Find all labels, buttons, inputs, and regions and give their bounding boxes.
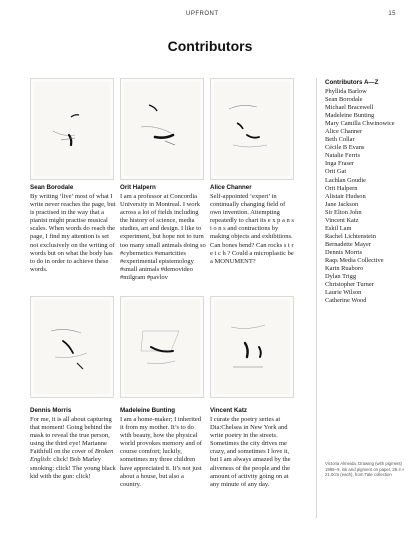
contributor-list-item: Dylan Trigg — [325, 273, 357, 281]
contributor-list-item: Sir Elton John — [325, 208, 362, 216]
contributor-name: Dennis Morris — [30, 407, 72, 414]
sidebar-divider — [316, 78, 317, 518]
contributor-list-item: Inga Fraser — [325, 160, 354, 168]
contributors-a-z-list — [325, 88, 395, 305]
contributor-name: Madeleine Bunting — [120, 407, 176, 414]
contributor-bio: I am a professor at Concordia University in Montreal. I work across a lot of fields including the history of science, media studies, art and design. I like to experiment, but hope not to turn too many small animals doing so #cybernetics #smartcities #experimental epistemology #small animals #demovideo #milgram #pavlov — [120, 193, 206, 281]
contributor-list-item: Natalie Ferris — [325, 152, 360, 160]
album-title: Broken English — [30, 448, 114, 464]
contributor-bio: I curate the poetry series at Dia:Chelsea in New York and write poetry in the streets. Sometimes the city drives me crazy, and sometimes I love it, but I am always amazed by the aliveness of the people and the amount of activity going on at any minute of any day. — [210, 416, 291, 488]
sidebar-title: Contributors A—Z — [325, 79, 379, 86]
contributor-list-item: Catherine Wood — [325, 297, 367, 305]
contributor-bio: I am a home-maker; I inherited it from my mother. It’s to do with beauty, how the physical world provokes memory and of course comfort; luckily, sometimes my three children have appreciated it. It’s not just about a house, but also a country. — [120, 416, 202, 488]
contributor-list-item: Orit Halpern — [325, 184, 358, 192]
contributor-list-item: Michael Bracewell — [325, 104, 374, 112]
drawing-sean-borodale — [30, 78, 114, 180]
drawing-alice-channer — [210, 78, 294, 180]
contributor-list-item: Jane Jackson — [325, 200, 359, 208]
contributor-list-item: Laurie Wilson — [325, 289, 362, 297]
contributor-list-item: Christopher Turner — [325, 281, 374, 289]
contributor-list-item: Vincent Katz — [325, 216, 359, 224]
contributor-list-item: Raqs Media Collective — [325, 256, 384, 264]
contributor-name: Sean Borodale — [30, 184, 74, 191]
contributor-list-item: Bernadette Mayer — [325, 240, 371, 248]
drawing-dennis-morris — [30, 296, 114, 398]
drawing-orit-halpern — [120, 78, 204, 180]
contributor-list-item: Rachel Lichtenstein — [325, 232, 376, 240]
contributor-list-item: Beth Collar — [325, 136, 355, 144]
contributor-name: Alice Channer — [210, 184, 252, 191]
drawing-madeleine-bunting — [120, 296, 204, 398]
contributor-name: Orit Halpern — [120, 184, 156, 191]
contributor-list-item: Mary Camilla Chwinowice — [325, 120, 395, 128]
contributor-list-item: Cécile B Evans — [325, 144, 365, 152]
contributor-bio: Self-appointed ‘expert’ in continually changing field of own invention. Attempting repeatedly to chart its e x p a n s i o n s and contractions by making objects and exhibitions. Can bones bend? Can rocks s t r e t c h ? Could a microplastic be a MONUMENT? — [210, 193, 294, 265]
contributor-list-item: Lachlan Goudie — [325, 176, 366, 184]
section-label: UPFRONT — [186, 11, 219, 17]
contributor-list-item: Madeleine Bunting — [325, 112, 375, 120]
contributor-list-item: Alistair Hudson — [325, 192, 366, 200]
contributor-list-item: Alice Channer — [325, 128, 363, 136]
contributor-list-item: Phyllida Barlow — [325, 88, 367, 95]
contributor-bio: For me, it is all about capturing that moment! Going behind the mask to reveal the true person, using the third eye! Marianne Faithfull on the cover of Broken English: click! Bob Marley smoking: click! The young black kid with the gun: click! — [30, 416, 116, 480]
drawing-vincent-katz — [210, 296, 294, 398]
contributor-list-item: Sean Borodale — [325, 96, 363, 104]
contributor-list-item: Eskil Lam — [325, 224, 352, 232]
contributor-list-item: Orit Gat — [325, 168, 347, 176]
contributor-list-item: Dennis Morris — [325, 248, 363, 256]
contributor-list-item: Karin Ruaboro — [325, 265, 364, 273]
page-number: 15 — [388, 11, 396, 17]
page-title: Contributors — [167, 38, 253, 54]
contributor-name: Vincent Katz — [210, 407, 248, 414]
contributor-bio: By writing ‘live’ most of what I write never reaches the page, but is practised in the way that a pianist might practise musical scales. When words do reach the page, I find my attention is set not exclusively on the writing of words but on what the body has to do in order to achieve these words. — [30, 193, 116, 273]
image-caption: Victoria Almeida, Drawing (with pigment) 1985–9, ink and pigment on paper, 29.4 × 21.0cm (each), from Tate collection — [325, 461, 405, 478]
